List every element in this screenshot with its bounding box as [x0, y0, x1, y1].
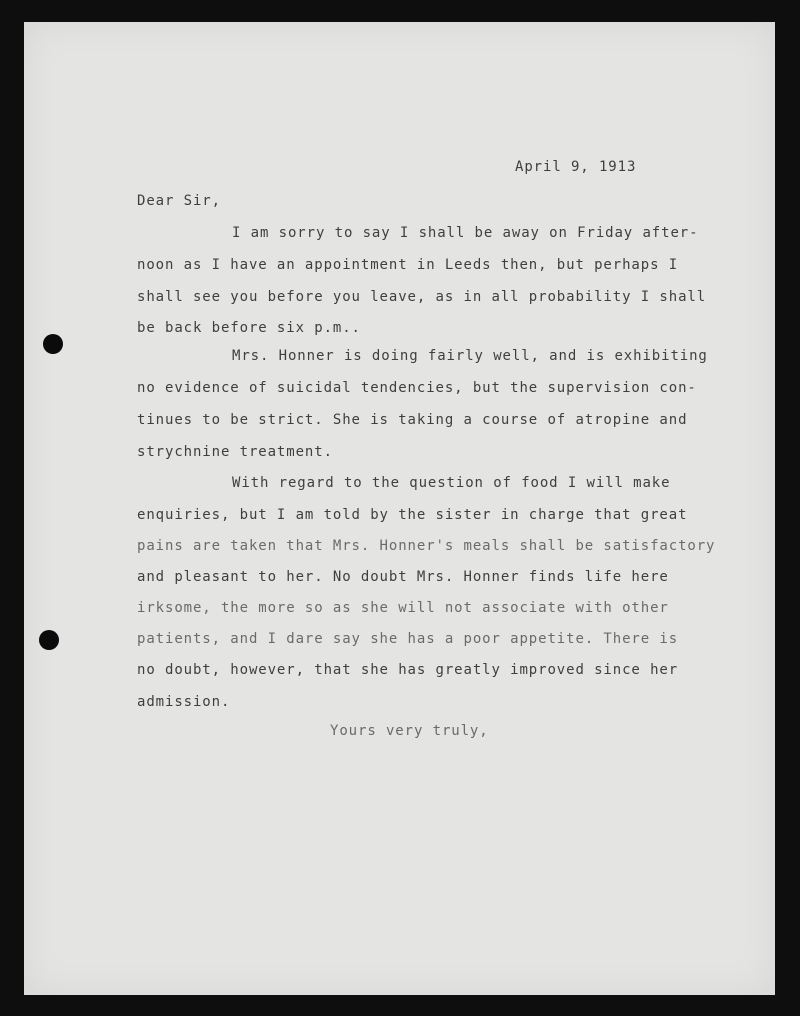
letter-salutation: Dear Sir,: [137, 193, 221, 209]
body-line: admission.: [137, 694, 231, 710]
punch-hole-top: [43, 334, 63, 354]
body-line: enquiries, but I am told by the sister in charge that great: [137, 507, 688, 523]
body-line: With regard to the question of food I will make: [232, 475, 671, 491]
body-line: Mrs. Honner is doing fairly well, and is exhibiting: [232, 348, 708, 364]
letter-date: April 9, 1913: [515, 159, 637, 175]
body-line: pains are taken that Mrs. Honner's meals shall be satisfactory: [137, 538, 716, 554]
body-line: strychnine treatment.: [137, 444, 333, 460]
body-line: be back before six p.m..: [137, 320, 361, 336]
body-line: I am sorry to say I shall be away on Friday after-: [232, 225, 699, 241]
body-line: and pleasant to her. No doubt Mrs. Honner finds life here: [137, 569, 669, 585]
letter-closing: Yours very truly,: [330, 723, 489, 739]
body-line: shall see you before you leave, as in all probability I shall: [137, 289, 707, 305]
body-line: no doubt, however, that she has greatly improved since her: [137, 662, 679, 678]
body-line: noon as I have an appointment in Leeds then, but perhaps I: [137, 257, 679, 273]
punch-hole-bottom: [39, 630, 59, 650]
body-line: tinues to be strict. She is taking a course of atropine and: [137, 412, 688, 428]
body-line: irksome, the more so as she will not associate with other: [137, 600, 669, 616]
body-line: no evidence of suicidal tendencies, but the supervision con-: [137, 380, 697, 396]
body-line: patients, and I dare say she has a poor appetite. There is: [137, 631, 679, 647]
